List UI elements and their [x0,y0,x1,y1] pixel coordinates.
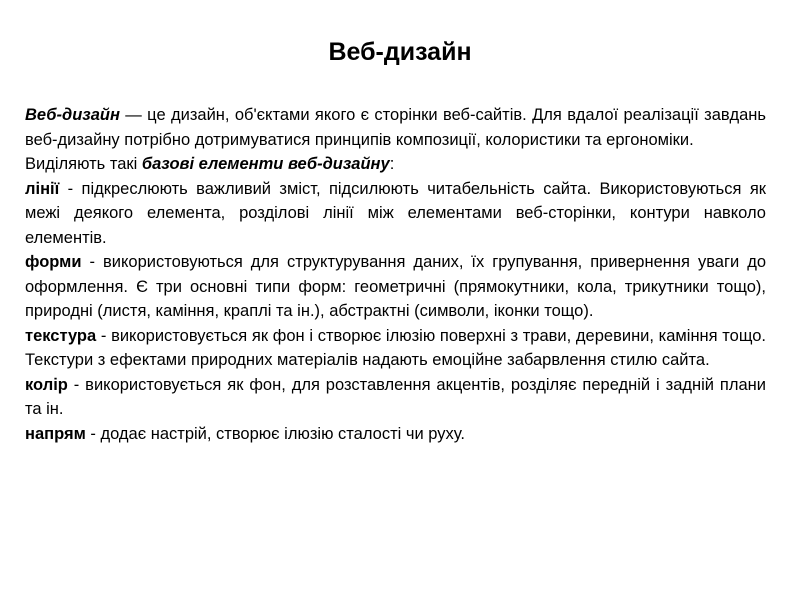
element-direction-paragraph [25,422,766,447]
basic-elements-emphasis: базові елементи веб-дизайну [141,155,390,173]
intro-text: — це дизайн, об'єктами якого є сторінки веб-сайтів. Для вдалої реалізації завдань веб-дизайну потрібно дотримуватися принципів композиції, колористики та ергономіки. [25,106,766,149]
slide-body [25,103,766,446]
element-texture-text: - використовується як фон і створює ілюзію поверхні з трави, деревини, каміння тощо. Текстури з ефектами природних матеріалів надають емоційне забарвлення стилю сайта. [25,326,766,369]
element-color-term: колір [25,375,68,394]
slide-title: Веб-дизайн [328,38,472,66]
element-color-text: - використовується як фон, для розставлення акцентів, розділяє передній і задній плани та ін. [25,375,766,418]
element-lines-term: лінії [25,179,60,198]
element-texture-term: текстура [25,326,97,345]
intro-term: Веб-дизайн [25,106,120,124]
basic-elements-paragraph [25,152,766,177]
basic-elements-prefix: Виділяють такі [25,155,142,173]
element-lines-text: - підкреслюють важливий зміст, підсилюють читабельність сайта. Використовуються як межі деякого елемента, розділові лінії між елементами веб-сторінки, контури навколо елементів. [25,179,766,247]
element-forms-term: форми [25,253,82,271]
intro-paragraph [25,103,766,152]
element-direction-text: - додає настрій, створює ілюзію сталості чи руху. [85,424,465,443]
element-forms-paragraph [25,250,766,324]
element-lines-paragraph [25,177,766,251]
element-color-paragraph [25,373,766,422]
element-direction-term: напрям [25,424,86,443]
element-texture-paragraph [25,324,766,373]
basic-elements-suffix: : [389,155,395,173]
element-forms-text: - використовуються для структурування даних, їх групування, привернення уваги до оформлення. Є три основні типи форм: геометричні (прямокутники, кола, трикутники тощо), природні (листя, каміння, краплі та ін.), абстрактні (символи, іконки тощо). [25,253,766,320]
